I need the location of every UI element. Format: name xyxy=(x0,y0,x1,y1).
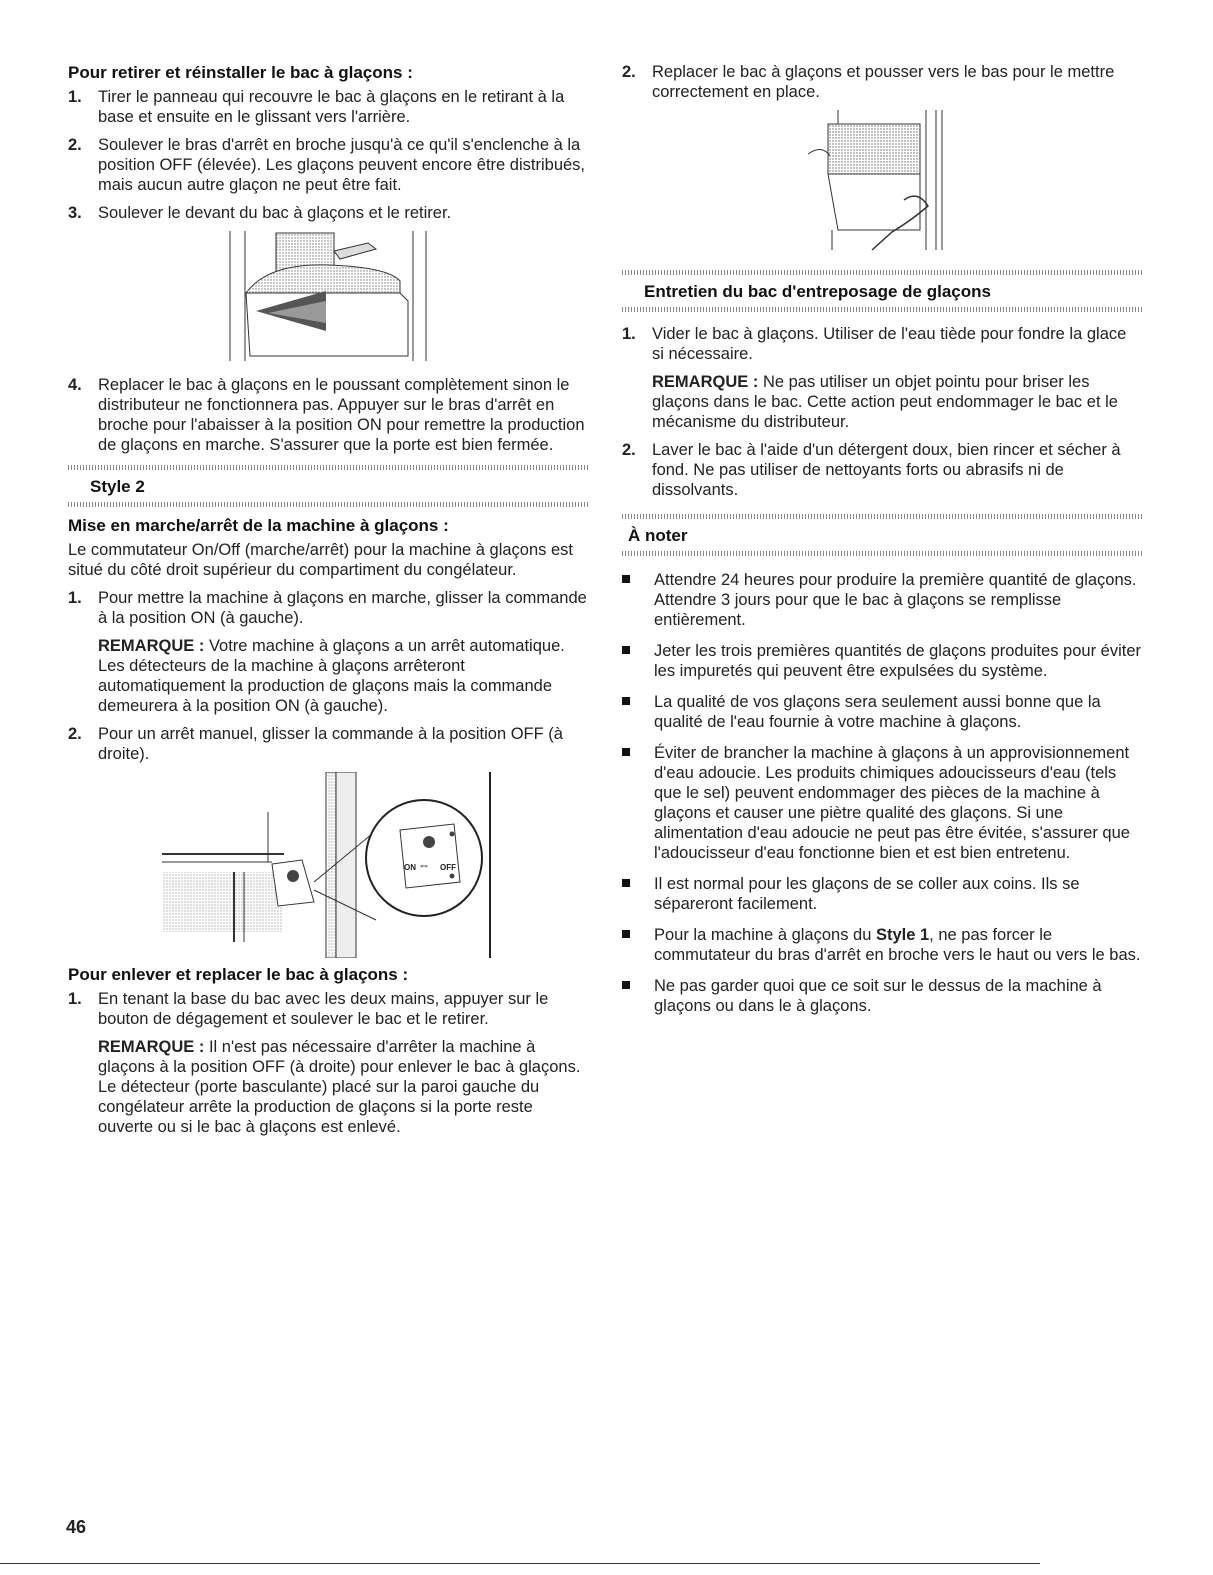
step-number: 3. xyxy=(68,204,82,222)
list-item xyxy=(622,570,1142,630)
bullet-text-part: , ne pas forcer le commutateur du bras d'arrêt en broche vers le haut ou vers le bas. xyxy=(654,926,1141,964)
list-item xyxy=(68,87,588,127)
step-text: Replacer le bac à glaçons et pousser vers le bas pour le mettre correctement en place. xyxy=(652,63,1115,101)
step-number: 1. xyxy=(68,990,82,1008)
switch-arrow-icon: ⇔ xyxy=(418,858,430,872)
on-off-switch-illustration xyxy=(154,772,504,958)
note-text: Il n'est pas nécessaire d'arrêter la machine à glaçons à la position OFF (à droite) pour enlever le bac à glaçons. Le détecteur (porte basculante) placé sur la paroi gauche du congélateur arrête la production de glaçons si la porte reste ouverte ou si le bac à glaçons est enlevé. xyxy=(98,1038,581,1136)
bullet-icon xyxy=(622,570,654,630)
divider xyxy=(622,514,1142,519)
step-text: Pour un arrêt manuel, glisser la commande à la position OFF (à droite). xyxy=(98,725,563,763)
bullet-text: Ne pas garder quoi que ce soit sur le dessus de la machine à glaçons ou dans le à glaçons. xyxy=(654,977,1102,1015)
right-column xyxy=(622,62,1142,1027)
ice-bin-removal-illustration xyxy=(228,231,588,369)
list-item xyxy=(622,925,1142,965)
footer-rule xyxy=(0,1563,1040,1564)
step-text: Replacer le bac à glaçons en le poussant complètement sinon le distributeur ne fonctionnera pas. Appuyer sur le bras d'arrêt en broche pour l'abaisser à la position ON pour remettre la production de glaçons en marche. S'assurer que la porte est bien fermée. xyxy=(98,376,585,454)
note-text: Votre machine à glaçons a un arrêt automatique. Les détecteurs de la machine à glaçons arrêteront automatiquement la production de glaçons mais la commande demeurera à la position ON (à gauche). xyxy=(98,637,565,715)
list-item xyxy=(622,324,1142,364)
bullet-text: Éviter de brancher la machine à glaçons à un approvisionnement d'eau adoucie. Les produits chimiques adoucisseurs d'eau (tels que le sel) peuvent endommager des pièces de la machine à glaçons et causer une piètre qualité des glaçons. Si une alimentation d'eau adoucie ne peut pas être évitée, s'assurer que l'adoucisseur d'eau fonctionne bien et est bien entretenu. xyxy=(654,744,1130,862)
section-title-remove-replace: Pour enlever et replacer le bac à glaçons : xyxy=(68,965,409,984)
switch-off-label: OFF xyxy=(440,863,456,872)
left-column xyxy=(68,62,588,1145)
switch-on-label: ON xyxy=(404,863,416,872)
list-item xyxy=(622,641,1142,681)
divider xyxy=(68,465,588,470)
section-title-remove-reinstall: Pour retirer et réinstaller le bac à glaçons : xyxy=(68,63,413,82)
divider xyxy=(622,551,1142,556)
list-item xyxy=(68,588,588,628)
step-number: 2. xyxy=(68,136,82,154)
step-number: 1. xyxy=(68,589,82,607)
note-label: REMARQUE : xyxy=(98,1038,205,1056)
bullet-text: Jeter les trois premières quantités de glaçons produites pour éviter les impuretés qui peuvent être expulsées du système. xyxy=(654,642,1141,680)
list-item xyxy=(68,724,588,764)
bullet-text: Il est normal pour les glaçons de se coller aux coins. Ils se sépareront facilement. xyxy=(654,875,1080,913)
step-text: Soulever le bras d'arrêt en broche jusqu'à ce qu'il s'enclenche à la position OFF (élevée). Les glaçons peuvent encore être distribués, mais aucun autre glaçon ne peut être fait. xyxy=(98,136,586,194)
style-heading: Style 2 xyxy=(90,477,145,496)
bullet-text: Attendre 24 heures pour produire la première quantité de glaçons. Attendre 3 jours pour que le bac à glaçons se remplisse entièrement. xyxy=(654,571,1137,629)
bullet-icon xyxy=(622,976,654,1016)
bullet-icon xyxy=(622,925,654,965)
step-number: 1. xyxy=(68,88,82,106)
bullet-text xyxy=(654,925,1142,965)
divider xyxy=(622,270,1142,275)
section-title-on-off: Mise en marche/arrêt de la machine à glaçons : xyxy=(68,516,449,535)
ice-bin-replace-illustration xyxy=(808,110,1142,260)
list-item xyxy=(622,743,1142,863)
list-item xyxy=(622,976,1142,1016)
list-item xyxy=(622,874,1142,914)
section-title-maintenance: Entretien du bac d'entreposage de glaçons xyxy=(644,282,991,301)
bullet-text-bold: Style 1 xyxy=(875,926,930,944)
bullet-text-part: Pour la machine à glaçons du xyxy=(654,926,876,944)
bullet-icon xyxy=(622,692,654,732)
note-label: REMARQUE : xyxy=(98,637,205,655)
list-item xyxy=(68,989,588,1029)
list-item xyxy=(622,440,1142,500)
bullet-icon xyxy=(622,874,654,914)
bullet-icon xyxy=(622,743,654,863)
step-text: En tenant la base du bac avec les deux mains, appuyer sur le bouton de dégagement et soulever le bac et le retirer. xyxy=(98,990,549,1028)
page-number: 46 xyxy=(66,1517,87,1537)
note-label: REMARQUE : xyxy=(652,373,759,391)
list-item xyxy=(68,135,588,195)
list-item xyxy=(622,692,1142,732)
step-number: 4. xyxy=(68,376,82,394)
step-text: Laver le bac à l'aide d'un détergent doux, bien rincer et sécher à fond. Ne pas utiliser de nettoyants forts ou abrasifs ni de dissolvants. xyxy=(652,441,1121,499)
note-text: Ne pas utiliser un objet pointu pour briser les glaçons dans le bac. Cette action peut endommager le bac et le mécanisme du distributeur. xyxy=(652,373,1118,431)
step-number: 2. xyxy=(622,441,636,459)
section-title-notes: À noter xyxy=(628,526,688,545)
intro-paragraph: Le commutateur On/Off (marche/arrêt) pour la machine à glaçons est situé du côté droit supérieur du compartiment du congélateur. xyxy=(68,541,574,579)
step-text: Vider le bac à glaçons. Utiliser de l'eau tiède pour fondre la glace si nécessaire. xyxy=(652,325,1127,363)
note xyxy=(652,372,1142,432)
step-number: 2. xyxy=(622,63,636,81)
bullet-text: La qualité de vos glaçons sera seulement aussi bonne que la qualité de l'eau fournie à votre machine à glaçons. xyxy=(654,693,1101,731)
list-item xyxy=(68,203,588,223)
step-number: 2. xyxy=(68,725,82,743)
list-item xyxy=(622,62,1142,102)
step-number: 1. xyxy=(622,325,636,343)
note xyxy=(98,636,588,716)
step-text: Soulever le devant du bac à glaçons et le retirer. xyxy=(98,204,452,222)
divider xyxy=(68,502,588,507)
step-text: Tirer le panneau qui recouvre le bac à glaçons en le retirant à la base et ensuite en le glissant vers l'arrière. xyxy=(98,88,565,126)
list-item xyxy=(68,375,588,455)
divider xyxy=(622,307,1142,312)
note xyxy=(98,1037,588,1137)
step-text: Pour mettre la machine à glaçons en marche, glisser la commande à la position ON (à gauche). xyxy=(98,589,587,627)
bullet-icon xyxy=(622,641,654,681)
